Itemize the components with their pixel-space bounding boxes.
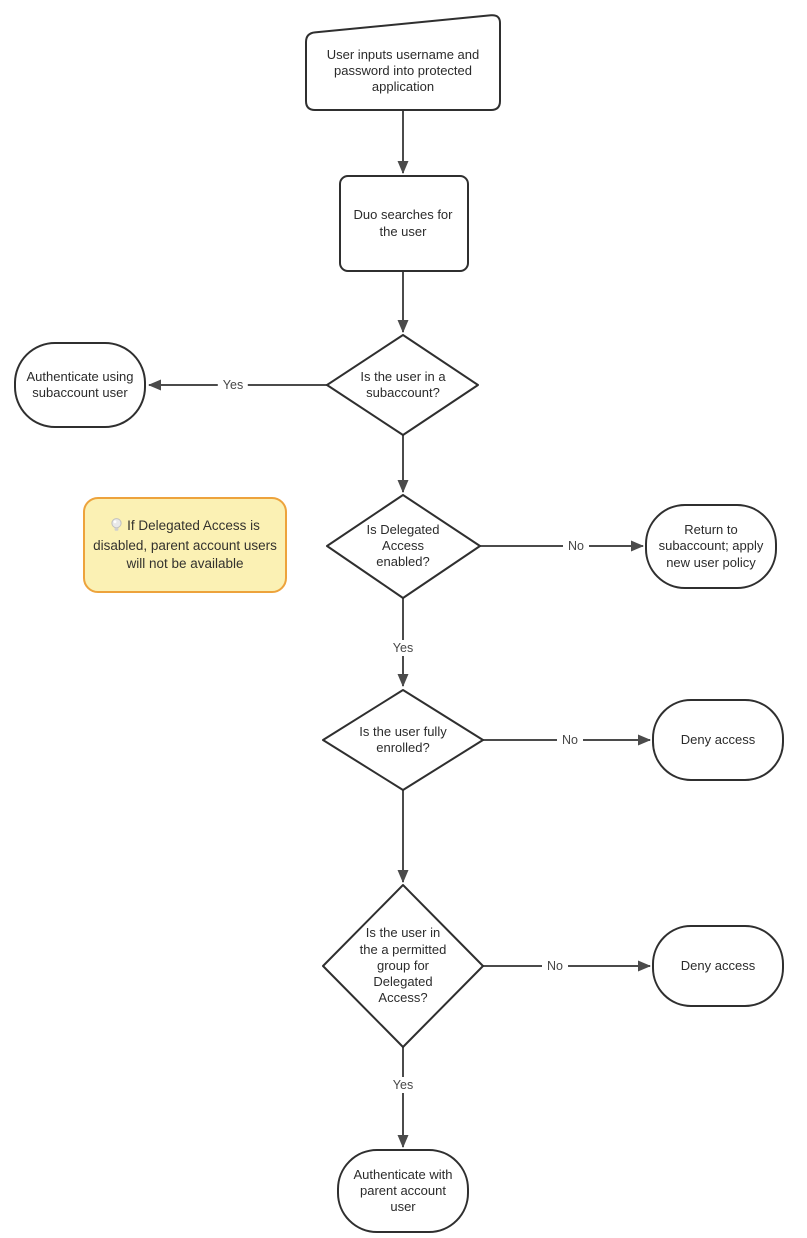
deny-access-2-label: Deny access xyxy=(680,957,756,973)
edge-label-yes-permitted: Yes xyxy=(388,1077,418,1093)
is-permitted-group-label: Is the user in the a permitted group for Delegated Access? xyxy=(359,925,447,1006)
start-label: User inputs username and password into protected application xyxy=(326,46,480,95)
edge-label-no-permitted: No xyxy=(542,958,568,974)
note-label: If Delegated Access is disabled, parent account users will not be available xyxy=(93,518,277,571)
auth-parent-label: Authenticate with parent account user xyxy=(353,1166,453,1215)
return-subaccount-label: Return to subaccount; apply new user policy xyxy=(658,522,764,570)
edge-label-yes-delegated: Yes xyxy=(388,640,418,656)
is-fully-enrolled-label: Is the user fully enrolled? xyxy=(359,723,447,755)
is-subaccount-label: Is the user in a subaccount? xyxy=(360,368,446,400)
is-delegated-enabled-label: Is Delegated Access enabled? xyxy=(366,521,440,570)
edge-label-no-delegated: No xyxy=(563,538,589,554)
lightbulb-icon xyxy=(110,518,123,537)
edge-label-yes-subaccount: Yes xyxy=(218,377,248,393)
delegated-access-note xyxy=(88,509,282,581)
deny-access-1-label: Deny access xyxy=(680,731,756,747)
search-label: Duo searches for the user xyxy=(353,207,453,239)
auth-subaccount-label: Authenticate using subaccount user xyxy=(26,368,134,400)
edge-label-no-enrolled: No xyxy=(557,732,583,748)
